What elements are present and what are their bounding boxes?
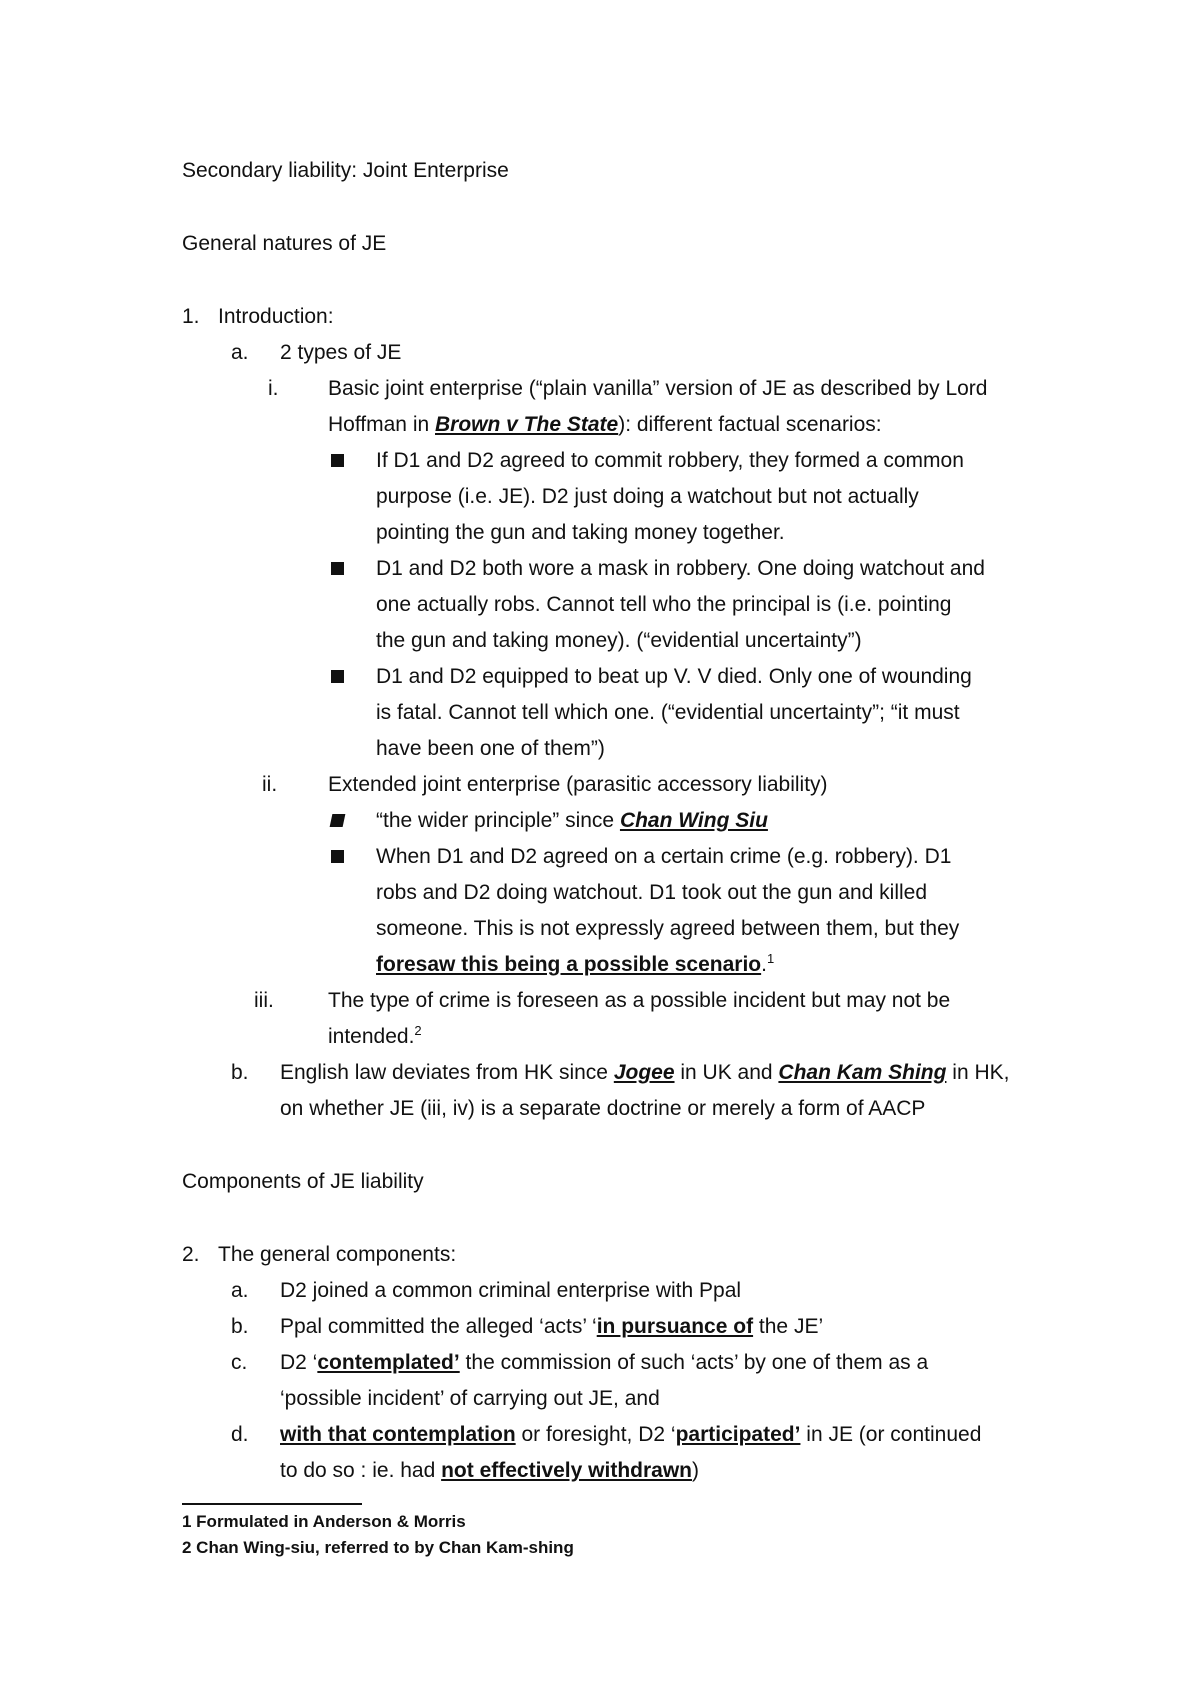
square-bullet-icon	[330, 814, 346, 827]
footnote-ref[interactable]: 2	[414, 1023, 422, 1038]
text-run: someone. This is not expressly agreed between them, but they	[376, 917, 960, 940]
text-run: English law deviates from HK since	[280, 1061, 614, 1084]
bullet-line: one actually robs. Cannot tell who the principal is (i.e. pointing	[376, 593, 952, 616]
list-roman: ii.	[262, 773, 278, 796]
case-name: Chan Wing Siu	[619, 809, 768, 832]
footnote-ref[interactable]: 1	[766, 951, 775, 966]
list-letter: d.	[231, 1423, 249, 1446]
text-run: in JE (or continued	[800, 1423, 982, 1446]
paragraph-line	[280, 1314, 823, 1340]
list-letter: a.	[231, 1279, 249, 1302]
paragraph-line: Extended joint enterprise (parasitic accessory liability)	[328, 773, 828, 796]
text-run: )	[691, 1459, 699, 1482]
text-run: .	[761, 953, 767, 976]
emphasis-text: participated’	[675, 1423, 801, 1446]
bullet-line: pointing the gun and taking money together.	[376, 521, 785, 544]
paragraph-line: Basic joint enterprise (“plain vanilla” version of JE as described by Lord	[328, 377, 988, 400]
bullet-line: robs and D2 doing watchout. D1 took out the gun and killed	[376, 881, 928, 904]
bullet-line: have been one of them”)	[376, 737, 605, 760]
list-letter: b.	[231, 1061, 249, 1084]
list-letter: b.	[231, 1315, 249, 1338]
case-name: Chan Kam Shing	[778, 1061, 947, 1084]
list-number: 2.	[182, 1243, 200, 1266]
bullet-line	[376, 808, 768, 834]
list-number: 1.	[182, 305, 200, 328]
square-bullet-icon	[331, 562, 344, 575]
text-run: “the wider principle” since	[376, 809, 620, 832]
emphasis-text: not effectively withdrawn	[441, 1459, 692, 1482]
paragraph-line	[280, 1060, 1009, 1086]
text-run: in HK,	[946, 1061, 1010, 1084]
bullet-line: purpose (i.e. JE). D2 just doing a watchout but not actually	[376, 485, 919, 508]
document-title: Secondary liability: Joint Enterprise	[182, 159, 509, 182]
paragraph-line: on whether JE (iii, iv) is a separate doctrine or merely a form of AACP	[280, 1097, 926, 1120]
list-roman: iii.	[254, 989, 274, 1012]
text-run: Ppal committed the alleged ‘acts’ ‘	[280, 1315, 597, 1338]
text-run: in UK and	[674, 1061, 779, 1084]
paragraph-line	[328, 1024, 422, 1050]
paragraph-line: D2 joined a common criminal enterprise with Ppal	[280, 1279, 742, 1302]
text-run: ): different factual scenarios:	[618, 413, 882, 436]
emphasis-text: with that contemplation	[280, 1423, 516, 1446]
paragraph-line: The type of crime is foreseen as a possible incident but may not be	[328, 989, 951, 1012]
footnote-1: 1 Formulated in Anderson & Morris	[182, 1512, 466, 1531]
text-run: intended.	[328, 1025, 415, 1048]
paragraph-line	[328, 412, 882, 438]
case-name: Brown v The State	[435, 413, 619, 436]
paragraph-line	[280, 1458, 699, 1484]
text-run: to do so : ie. had	[280, 1459, 442, 1482]
square-bullet-icon	[331, 670, 344, 683]
bullet-line: is fatal. Cannot tell which one. (“evidential uncertainty”; “it must	[376, 701, 960, 724]
bullet-line: D1 and D2 both wore a mask in robbery. One doing watchout and	[376, 557, 985, 580]
section-heading-components: Components of JE liability	[182, 1170, 424, 1193]
list-letter: a.	[231, 341, 249, 364]
paragraph-line: ‘possible incident’ of carrying out JE, and	[280, 1387, 660, 1410]
square-bullet-icon	[331, 850, 344, 863]
text-run: Hoffman in	[328, 413, 435, 436]
list-letter: c.	[231, 1351, 248, 1374]
text-run: the commission of such ‘acts’ by one of them as a	[459, 1351, 929, 1374]
square-bullet-icon	[331, 454, 344, 467]
paragraph-line	[280, 1422, 981, 1448]
footnote-2: 2 Chan Wing-siu, referred to by Chan Kam-shing	[182, 1538, 574, 1557]
bullet-line	[376, 952, 774, 978]
bullet-line: the gun and taking money). (“evidential uncertainty”)	[376, 629, 862, 652]
bullet-line: D1 and D2 equipped to beat up V. V died. Only one of wounding	[376, 665, 972, 688]
emphasis-text: contemplated’	[317, 1351, 460, 1374]
footnote-separator	[182, 1503, 362, 1505]
emphasis-text: in pursuance of	[596, 1315, 754, 1338]
text-run: or foresight, D2 ‘	[515, 1423, 676, 1446]
bullet-line: If D1 and D2 agreed to commit robbery, they formed a common	[376, 449, 964, 472]
text-run: D2 ‘	[280, 1351, 318, 1374]
text-run: the JE’	[753, 1315, 824, 1338]
list-item-label: Introduction:	[218, 305, 334, 328]
case-name: Jogee	[613, 1061, 675, 1084]
list-item-label: The general components:	[218, 1243, 457, 1266]
list-roman: i.	[268, 377, 279, 400]
paragraph-line	[280, 1350, 928, 1376]
bullet-line: When D1 and D2 agreed on a certain crime (e.g. robbery). D1	[376, 845, 952, 868]
bullet-line	[376, 916, 959, 942]
list-item-label: 2 types of JE	[280, 341, 402, 364]
section-heading-general-natures: General natures of JE	[182, 232, 387, 255]
emphasis-text: foresaw this being a possible scenario	[376, 953, 762, 976]
